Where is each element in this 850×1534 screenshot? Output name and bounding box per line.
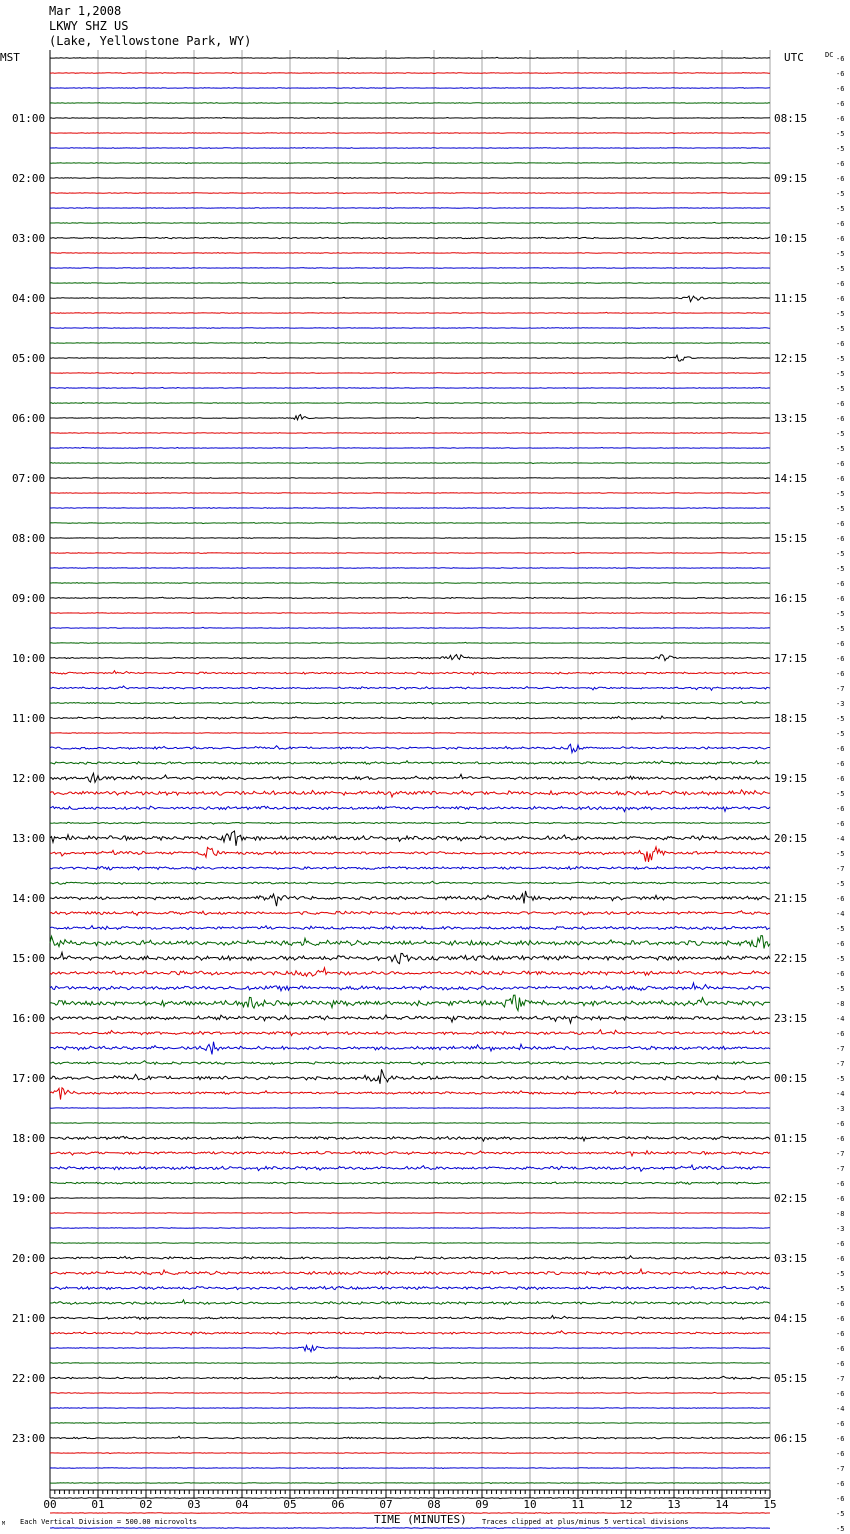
dc-offset-label: -6 xyxy=(836,970,845,978)
hour-label-local: 21:00 xyxy=(12,1312,46,1325)
dc-offset-label: -6 xyxy=(836,1480,845,1488)
dc-offset-label: -6 xyxy=(836,580,845,588)
dc-offset-label: -5 xyxy=(836,610,845,618)
dc-offset-label: -6 xyxy=(836,745,845,753)
dc-offset-label: -5 xyxy=(836,430,845,438)
dc-offset-label: -5 xyxy=(836,790,845,798)
dc-offset-label: -8 xyxy=(836,1000,845,1008)
hour-label-local: 06:00 xyxy=(12,412,46,425)
x-tick-label: 01 xyxy=(91,1498,105,1511)
trace-line xyxy=(50,1422,770,1423)
x-tick-label: 09 xyxy=(475,1498,489,1511)
x-axis-title: TIME (MINUTES) xyxy=(374,1513,467,1526)
dc-offset-label: -6 xyxy=(836,520,845,528)
trace-line xyxy=(50,1030,770,1036)
trace-line xyxy=(50,355,770,361)
dc-offset-label: -5 xyxy=(836,1285,845,1293)
trace-line xyxy=(50,847,770,862)
dc-offset-label: -5 xyxy=(836,385,845,393)
hour-label-local: 13:00 xyxy=(12,832,46,845)
trace-line xyxy=(50,983,770,991)
hour-label-local: 15:00 xyxy=(12,952,46,965)
trace-line xyxy=(50,881,770,884)
hour-label-local: 03:00 xyxy=(12,232,46,245)
dc-offset-label: -5 xyxy=(836,445,845,453)
trace-line xyxy=(50,761,770,765)
trace-line xyxy=(50,1408,770,1409)
x-tick-label: 14 xyxy=(715,1498,729,1511)
hour-label-utc: 18:15 xyxy=(774,712,808,725)
trace-line xyxy=(50,702,770,705)
trace-line xyxy=(50,447,770,448)
trace-line xyxy=(50,1316,770,1320)
x-tick-label: 11 xyxy=(571,1498,585,1511)
x-tick-label: 08 xyxy=(427,1498,441,1511)
dc-offset-label: -6 xyxy=(836,1315,845,1323)
dc-offset-label: -4 xyxy=(836,1015,845,1023)
trace-line xyxy=(50,1346,770,1352)
hour-label-utc: 20:15 xyxy=(774,832,808,845)
trace-line xyxy=(50,642,770,643)
time-labels xyxy=(12,55,844,1534)
hour-label-local: 11:00 xyxy=(12,712,46,725)
trace-line xyxy=(50,831,770,846)
trace-line xyxy=(50,744,770,752)
clip-note: Traces clipped at plus/minus 5 vertical divisions xyxy=(482,1518,689,1526)
hour-label-local: 07:00 xyxy=(12,472,46,485)
trace-line xyxy=(50,237,770,239)
dc-offset-label: -7 xyxy=(836,1045,845,1053)
dc-offset-label: -7 xyxy=(836,685,845,693)
dc-offset-label: -6 xyxy=(836,1255,845,1263)
dc-offset-label: -5 xyxy=(836,190,845,198)
hour-label-utc: 21:15 xyxy=(774,892,808,905)
dc-offset-label: -6 xyxy=(836,1300,845,1308)
trace-line xyxy=(50,373,770,374)
dc-offset-label: -4 xyxy=(836,835,845,843)
trace-line xyxy=(50,296,770,302)
trace-line xyxy=(50,1362,770,1363)
dc-offset-label: -5 xyxy=(836,565,845,573)
hour-label-local: 08:00 xyxy=(12,532,46,545)
trace-line xyxy=(50,508,770,509)
trace-line xyxy=(50,1228,770,1229)
left-timezone-label: MST xyxy=(0,51,20,64)
trace-line xyxy=(50,253,770,254)
dc-offset-label: -7 xyxy=(836,1060,845,1068)
dc-offset-label: -7 xyxy=(836,1465,845,1473)
hour-label-utc: 14:15 xyxy=(774,472,808,485)
dc-offset-label: -6 xyxy=(836,1120,845,1128)
trace-line xyxy=(50,552,770,553)
trace-line xyxy=(50,1436,770,1439)
trace-line xyxy=(50,1123,770,1124)
hour-label-utc: 16:15 xyxy=(774,592,808,605)
trace-line xyxy=(50,911,770,916)
trace-line xyxy=(50,1269,770,1275)
hour-label-utc: 10:15 xyxy=(774,232,808,245)
dc-offset-label: -6 xyxy=(836,535,845,543)
trace-line xyxy=(50,1061,770,1065)
dc-offset-label: -5 xyxy=(836,145,845,153)
trace-line xyxy=(50,1286,770,1289)
dc-offset-label: -6 xyxy=(836,1450,845,1458)
hour-label-local: 01:00 xyxy=(12,112,46,125)
hour-label-local: 05:00 xyxy=(12,352,46,365)
hour-label-local: 02:00 xyxy=(12,172,46,185)
dc-offset-label: -5 xyxy=(836,490,845,498)
dc-offset-label: -7 xyxy=(836,1165,845,1173)
trace-line xyxy=(50,1392,770,1393)
dc-offset-label: -5 xyxy=(836,880,845,888)
dc-offset-label: -5 xyxy=(836,850,845,858)
trace-line xyxy=(50,282,770,283)
dc-offset-label: -6 xyxy=(836,1435,845,1443)
hour-label-utc: 12:15 xyxy=(774,352,808,365)
hour-label-utc: 08:15 xyxy=(774,112,808,125)
dc-offset-label: -5 xyxy=(836,205,845,213)
trace-line xyxy=(50,493,770,494)
trace-line xyxy=(50,612,770,613)
trace-line xyxy=(50,1107,770,1108)
dc-offset-label: -6 xyxy=(836,340,845,348)
dc-offset-label: -7 xyxy=(836,865,845,873)
station-label: LKWY SHZ US xyxy=(49,19,129,33)
dc-offset-label: -6 xyxy=(836,115,845,123)
dc-offset-label: -5 xyxy=(836,715,845,723)
trace-line xyxy=(50,1256,770,1260)
trace-line xyxy=(50,1528,770,1529)
trace-line xyxy=(50,387,770,388)
trace-line xyxy=(50,117,770,118)
dc-offset-label: -5 xyxy=(836,1525,845,1533)
trace-line xyxy=(50,655,770,661)
dc-offset-label: -8 xyxy=(836,1210,845,1218)
hour-label-local: 22:00 xyxy=(12,1372,46,1385)
dc-offset-label: -5 xyxy=(836,265,845,273)
dc-offset-label: -6 xyxy=(836,1135,845,1143)
trace-line xyxy=(50,568,770,569)
dc-offset-label: -7 xyxy=(836,1150,845,1158)
trace-line xyxy=(50,867,770,871)
dc-offset-label: -5 xyxy=(836,310,845,318)
trace-line xyxy=(50,806,770,811)
trace-line xyxy=(50,597,770,598)
trace-line xyxy=(50,995,770,1011)
dc-offset-label: -6 xyxy=(836,775,845,783)
hour-label-utc: 17:15 xyxy=(774,652,808,665)
dc-offset-label: -6 xyxy=(836,295,845,303)
trace-line xyxy=(50,342,770,343)
dc-offset-label: -5 xyxy=(836,1270,845,1278)
x-tick-label: 02 xyxy=(139,1498,153,1511)
dc-offset-label: -5 xyxy=(836,130,845,138)
trace-line xyxy=(50,523,770,524)
trace-line xyxy=(50,222,770,223)
trace-line xyxy=(50,671,770,675)
dc-offset-label: -6 xyxy=(836,235,845,243)
dc-offset-label: -6 xyxy=(836,670,845,678)
trace-line xyxy=(50,936,770,949)
dc-offset-label: -6 xyxy=(836,595,845,603)
trace-line xyxy=(50,208,770,209)
trace-line xyxy=(50,627,770,628)
trace-line xyxy=(50,1136,770,1141)
dc-offset-label: -5 xyxy=(836,250,845,258)
dc-offset-label: -6 xyxy=(836,460,845,468)
trace-group xyxy=(50,57,770,1534)
trace-line xyxy=(50,103,770,104)
x-axis xyxy=(43,1490,776,1511)
dc-offset-label: -5 xyxy=(836,1075,845,1083)
trace-line xyxy=(50,1198,770,1199)
dc-offset-label: -6 xyxy=(836,655,845,663)
dc-offset-label: -6 xyxy=(836,1420,845,1428)
hour-label-utc: 11:15 xyxy=(774,292,808,305)
trace-line xyxy=(50,163,770,164)
dc-offset-label: -6 xyxy=(836,940,845,948)
x-tick-label: 15 xyxy=(763,1498,777,1511)
dc-offset-label: -6 xyxy=(836,175,845,183)
trace-line xyxy=(50,1453,770,1454)
dc-offset-label: -6 xyxy=(836,895,845,903)
dc-offset-label: -6 xyxy=(836,55,845,63)
dc-offset-label: -5 xyxy=(836,925,845,933)
trace-line xyxy=(50,1483,770,1484)
hour-label-local: 23:00 xyxy=(12,1432,46,1445)
trace-line xyxy=(50,312,770,313)
x-tick-label: 07 xyxy=(379,1498,393,1511)
trace-line xyxy=(50,1498,770,1499)
x-tick-label: 05 xyxy=(283,1498,297,1511)
trace-line xyxy=(50,57,770,58)
dc-offset-label: -6 xyxy=(836,1360,845,1368)
dc-offset-label: -6 xyxy=(836,1345,845,1353)
hour-label-local: 19:00 xyxy=(12,1192,46,1205)
trace-line xyxy=(50,88,770,89)
trace-line xyxy=(50,926,770,930)
trace-line xyxy=(50,891,770,906)
trace-line xyxy=(50,716,770,720)
x-tick-label: 04 xyxy=(235,1498,249,1511)
dc-offset-label: -6 xyxy=(836,400,845,408)
hour-label-local: 16:00 xyxy=(12,1012,46,1025)
trace-line xyxy=(50,463,770,464)
dc-offset-label: -5 xyxy=(836,730,845,738)
dc-offset-label: -6 xyxy=(836,805,845,813)
dc-offset-label: -6 xyxy=(836,1390,845,1398)
trace-line xyxy=(50,1015,770,1023)
trace-line xyxy=(50,1088,770,1100)
trace-line xyxy=(50,1165,770,1171)
trace-line xyxy=(50,1243,770,1244)
dc-offset-label: -6 xyxy=(836,820,845,828)
dc-offset-label: -3 xyxy=(836,700,845,708)
dc-label: DC xyxy=(825,51,834,59)
x-tick-label: 12 xyxy=(619,1498,633,1511)
hour-label-utc: 22:15 xyxy=(774,952,808,965)
hour-label-local: 04:00 xyxy=(12,292,46,305)
dc-offset-label: -5 xyxy=(836,505,845,513)
dc-offset-label: -6 xyxy=(836,1495,845,1503)
trace-line xyxy=(50,1376,770,1380)
trace-line xyxy=(50,1212,770,1213)
x-tick-label: 10 xyxy=(523,1498,537,1511)
dc-offset-label: -5 xyxy=(836,550,845,558)
trace-line xyxy=(50,968,770,977)
hour-label-local: 14:00 xyxy=(12,892,46,905)
trace-line xyxy=(50,148,770,149)
dc-offset-label: -6 xyxy=(836,475,845,483)
dc-offset-label: -5 xyxy=(836,325,845,333)
dc-offset-label: -6 xyxy=(836,1330,845,1338)
x-tick-label: 06 xyxy=(331,1498,345,1511)
hour-label-utc: 00:15 xyxy=(774,1072,808,1085)
dc-offset-label: -6 xyxy=(836,160,845,168)
corner-mark: M xyxy=(2,1521,6,1527)
hour-label-utc: 09:15 xyxy=(774,172,808,185)
hour-label-local: 10:00 xyxy=(12,652,46,665)
dc-offset-label: -3 xyxy=(836,1105,845,1113)
dc-offset-label: -5 xyxy=(836,355,845,363)
hour-label-utc: 15:15 xyxy=(774,532,808,545)
trace-line xyxy=(50,268,770,269)
dc-offset-label: -6 xyxy=(836,70,845,78)
trace-line xyxy=(50,133,770,134)
hour-label-local: 18:00 xyxy=(12,1132,46,1145)
scale-note: Each Vertical Division = 500.00 microvolts xyxy=(20,1518,198,1526)
dc-offset-label: -4 xyxy=(836,910,845,918)
hour-label-utc: 03:15 xyxy=(774,1252,808,1265)
dc-offset-label: -5 xyxy=(836,625,845,633)
dc-offset-label: -5 xyxy=(836,1510,845,1518)
trace-line xyxy=(50,1069,770,1084)
trace-line xyxy=(50,193,770,194)
x-tick-label: 03 xyxy=(187,1498,201,1511)
trace-line xyxy=(50,1151,770,1156)
x-tick-label: 00 xyxy=(43,1498,57,1511)
trace-line xyxy=(50,1468,770,1469)
location-label: (Lake, Yellowstone Park, WY) xyxy=(49,34,252,48)
hour-label-utc: 13:15 xyxy=(774,412,808,425)
dc-offset-label: -6 xyxy=(836,280,845,288)
dc-offset-label: -5 xyxy=(836,985,845,993)
hour-label-utc: 19:15 xyxy=(774,772,808,785)
dc-offset-label: -6 xyxy=(836,1030,845,1038)
dc-offset-label: -6 xyxy=(836,1180,845,1188)
trace-line xyxy=(50,790,770,797)
hour-label-local: 17:00 xyxy=(12,1072,46,1085)
hour-label-local: 12:00 xyxy=(12,772,46,785)
trace-line xyxy=(50,1182,770,1185)
trace-line xyxy=(50,72,770,73)
trace-line xyxy=(50,328,770,329)
hour-label-local: 09:00 xyxy=(12,592,46,605)
dc-offset-label: -6 xyxy=(836,220,845,228)
trace-line xyxy=(50,686,770,690)
dc-offset-label: -6 xyxy=(836,640,845,648)
trace-line xyxy=(50,733,770,734)
trace-line xyxy=(50,432,770,433)
hour-label-utc: 23:15 xyxy=(774,1012,808,1025)
trace-line xyxy=(50,402,770,403)
trace-line xyxy=(50,415,770,420)
trace-line xyxy=(50,952,770,963)
hour-label-utc: 04:15 xyxy=(774,1312,808,1325)
date-label: Mar 1,2008 xyxy=(49,4,122,18)
trace-line xyxy=(50,822,770,824)
hour-label-utc: 01:15 xyxy=(774,1132,808,1145)
trace-line xyxy=(50,773,770,782)
trace-line xyxy=(50,478,770,479)
dc-offset-label: -3 xyxy=(836,1225,845,1233)
dc-offset-label: -6 xyxy=(836,760,845,768)
dc-offset-label: -6 xyxy=(836,415,845,423)
dc-offset-label: -5 xyxy=(836,370,845,378)
hour-label-utc: 06:15 xyxy=(774,1432,808,1445)
trace-line xyxy=(50,583,770,584)
dc-offset-label: -4 xyxy=(836,1405,845,1413)
dc-offset-label: -6 xyxy=(836,1195,845,1203)
dc-offset-label: -7 xyxy=(836,1375,845,1383)
dc-offset-label: -6 xyxy=(836,100,845,108)
right-timezone-label: UTC xyxy=(784,51,804,64)
trace-line xyxy=(50,178,770,179)
hour-label-utc: 05:15 xyxy=(774,1372,808,1385)
dc-offset-label: -4 xyxy=(836,1090,845,1098)
dc-offset-label: -5 xyxy=(836,955,845,963)
dc-offset-label: -6 xyxy=(836,1240,845,1248)
dc-offset-label: -6 xyxy=(836,85,845,93)
x-tick-label: 13 xyxy=(667,1498,681,1511)
trace-line xyxy=(50,538,770,539)
trace-line xyxy=(50,1300,770,1305)
trace-line xyxy=(50,1331,770,1335)
hour-label-local: 20:00 xyxy=(12,1252,46,1265)
hour-label-utc: 02:15 xyxy=(774,1192,808,1205)
trace-line xyxy=(50,1042,770,1055)
